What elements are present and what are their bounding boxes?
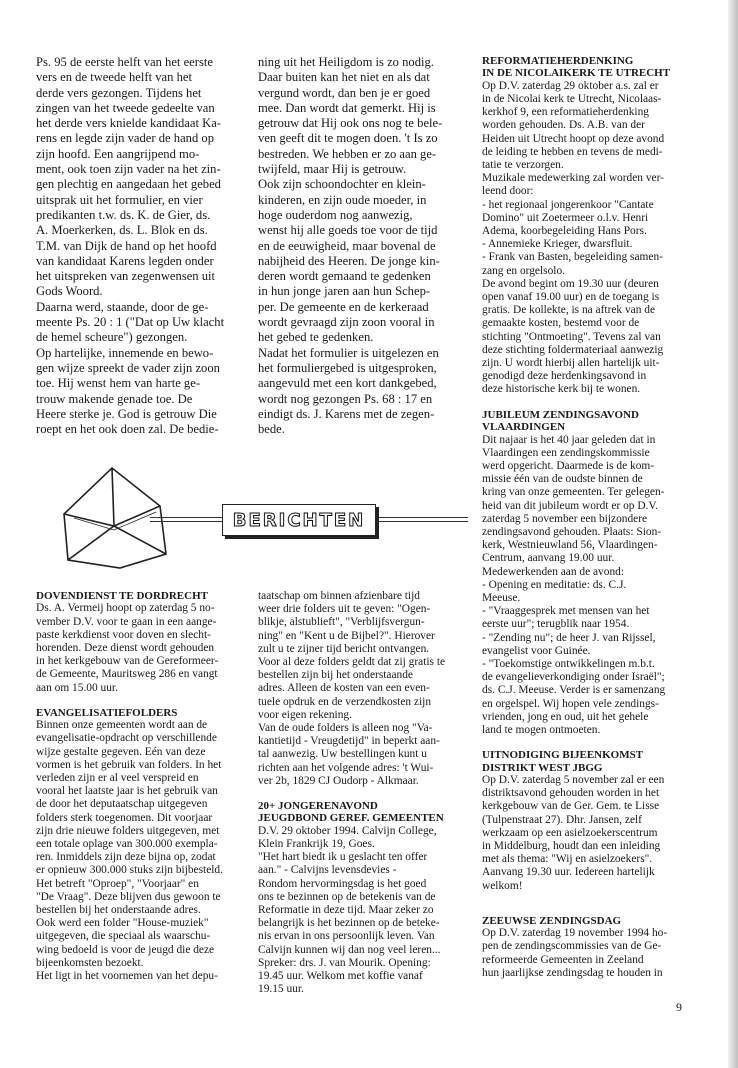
text-line: weer drie folders uit te geven: "Ogen- (258, 603, 431, 616)
heading-uitnodiging-1: UITNODIGING BIJEENKOMST (482, 749, 644, 762)
text-line: twijfeld, maar Hij is getrouw. (258, 162, 407, 177)
text-line: blikje, alstublieft", "Verblijfsvergun- (258, 616, 425, 629)
text-line: werd opgericht. Daarmede is de kom- (482, 459, 655, 472)
column-3 (482, 55, 694, 980)
text-line: Spreker: drs. J. van Mourik. Opening: (258, 956, 431, 969)
text-line: Nadat het formulier is uitgelezen en (258, 345, 439, 360)
text-line: pen de zendingscommissies van de Ge- (482, 940, 662, 953)
text-line: gemaakte kosten, bestemd voor de (482, 317, 640, 330)
text-line: Van de oude folders is alleen nog "Va- (258, 722, 433, 735)
text-line: - Opening en meditatie: ds. C.J. (482, 578, 627, 591)
text-line: wordt nog gezongen Ps. 68 : 17 en (258, 391, 433, 406)
body-jongerenavond (258, 825, 470, 997)
text-line: het gebed te gedenken. (258, 330, 374, 345)
text-line: Voor al deze folders geldt dat zij gratis te (258, 656, 446, 669)
body-uitnodiging (482, 774, 694, 893)
heading-zeeuwse-zendingsdag: ZEEUWSE ZENDINGSDAG (482, 914, 622, 927)
text-line: "Het hart biedt ik u geslacht ten offer (258, 851, 428, 864)
text-line: in de Nicolai kerk te Utrecht, Nicolaas- (482, 93, 662, 106)
text-line: ver 2b, 1829 CJ Oudorp - Alkmaar. (258, 774, 419, 787)
article-continuation-middle (258, 55, 470, 437)
text-line: uitgegeven, die speciaal als waarschu- (36, 930, 211, 943)
text-line: de hemel scheure") gezongen. (36, 330, 188, 345)
heading-jubileum-2: VLAARDINGEN (482, 421, 566, 434)
text-line: ons te bezinnen op de betekenis van de (258, 890, 436, 903)
text-line: Het ligt in het voornemen van het depu- (36, 970, 218, 983)
text-line: hoge ouderdom nog aanwezig, (258, 207, 413, 222)
column-1-bottom (36, 590, 244, 983)
text-line: Adema, koorbegeleiding Hans Pors. (482, 225, 647, 238)
text-line: T.M. van Dijk de hand op het hoofd (36, 238, 217, 253)
text-line: getrouw dat Hij ook ons nog te bele- (258, 116, 443, 131)
heading-uitnodiging-2: DISTRIKT WEST JBGG (482, 761, 603, 774)
text-line: Calvijn kunnen wij dan nog veel leren... (258, 943, 441, 956)
text-line: bestellen bij het onderstaande adres. (36, 904, 201, 917)
text-line: zendingsavond gehouden. Plaats: Sion- (482, 525, 662, 538)
text-line: Meeuse. (482, 591, 521, 604)
text-line: gratis. De kollekte, is na aftrek van de (482, 304, 656, 317)
text-line: (Tulpenstraat 27). Dhr. Jansen, zelf (482, 813, 642, 826)
body-dovendienst (36, 602, 244, 694)
text-line: zijn drie nieuwe folders uitgegeven, met (36, 824, 220, 837)
page-edge-shadow (728, 0, 738, 1068)
text-line: hun jaarlijkse zendingsdag te houden in (482, 966, 663, 979)
text-line: ning" en "Kent u de Bijbel?". Hierover (258, 629, 435, 642)
text-line: vrienden, jong en oud, uit het gehele (482, 710, 649, 723)
text-line: land te mogen ontmoeten. (482, 723, 601, 736)
text-line: de leiding te hebben en tevens de medi- (482, 145, 663, 158)
text-line: kring van onze gemeenten. Ter gelegen- (482, 486, 665, 499)
text-line: nis ervan in ons persoonlijk leven. Van (258, 930, 435, 943)
text-line: evangelisatie-opdracht op verschillende (36, 732, 217, 745)
text-line: vers en de tweede helft van het (36, 70, 192, 85)
text-line: stichting "Ontmoeting". Tevens zal van (482, 330, 661, 343)
text-line: er opnieuw 300.000 stuks zijn bijbesteld. (36, 864, 223, 877)
text-line: nabijheid des Heeren. De jonge kin- (258, 253, 440, 268)
text-line: folders sterk toegenomen. Dit voorjaar (36, 811, 213, 824)
text-line: in het kerkgebouw van de Gereformeer- (36, 655, 219, 668)
column-1-top (36, 55, 244, 437)
text-line: Vlaardingen een zendingskommissie (482, 446, 650, 459)
text-line: met als thema: "Wij en asielzoekers". (482, 853, 653, 866)
article-continuation-left (36, 55, 244, 437)
text-line: Aanvang 19.30 uur. Iedereen hartelijk (482, 866, 655, 879)
text-line: ds. C.J. Meeuse. Verder is er samenzang (482, 684, 666, 697)
text-line: Ook zijn schoondochter en klein- (258, 177, 426, 192)
text-line: bede. (258, 422, 285, 437)
text-line: A. Moerkerken, ds. L. Blok en ds. (36, 223, 208, 238)
text-line: per. De gemeente en de kerkeraad (258, 299, 429, 314)
text-line: Centrum, aanvang 19.00 uur. (482, 552, 615, 565)
text-line: worden gehouden. Ds. A.B. van der (482, 119, 645, 132)
text-line: deze stichting foldermateriaal aanwezig (482, 343, 664, 356)
text-line: open vanaf 19.00 uur) en de toegang is (482, 291, 660, 304)
text-line: Reformatie in deze tijd. Maar zeker zo (258, 904, 434, 917)
text-line: toe. Hij wenst hem van harte ge- (36, 376, 201, 391)
text-line: trouw makende genade toe. De (36, 391, 193, 406)
text-line: verleden zijn er al veel verspreid en (36, 772, 199, 785)
text-line: bestreden. We hebben er zo aan ge- (258, 146, 437, 161)
text-line: zijn. U wordt hierbij allen hartelijk uit- (482, 357, 660, 370)
text-line: gen plechtig en aangedaan het gebed (36, 177, 221, 192)
heading-jubileum-1: JUBILEUM ZENDINGSAVOND (482, 408, 639, 421)
text-line: kerkhof 9, een reformatieherdenking (482, 106, 649, 119)
text-line: derde vers gezongen. Tijdens het (36, 85, 202, 100)
heading-evangelisatiefolders: EVANGELISATIEFOLDERS (36, 706, 178, 719)
text-line: roept en het ook doen zal. De bedie- (36, 422, 219, 437)
text-line: het derde vers knielde kandidaat Ka- (36, 116, 221, 131)
text-line: - het regionaal jongerenkoor "Cantate (482, 198, 654, 211)
text-line: zaterdag 5 november een bijzondere (482, 512, 648, 525)
text-line: genodigd deze herdenkingsavond in (482, 370, 647, 383)
text-line: deze historische kerk bij te wonen. (482, 383, 641, 396)
text-line: kantietijd - Vreugdetijd" in beperkt aan- (258, 735, 440, 748)
text-line: Gods Woord. (36, 284, 103, 299)
text-line: rens en legde zijn vader de hand op (36, 131, 214, 146)
text-line: van kandidaat Karens legden onder (36, 253, 214, 268)
text-line: mee. Dan wordt dat gemerkt. Hij is (258, 100, 436, 115)
page-number: 9 (676, 1000, 682, 1014)
text-line: kerkgebouw van de Ger. Gem. te Lisse (482, 800, 660, 813)
text-line: en orgelspel. Wij hopen vele zendings- (482, 697, 659, 710)
text-line: deren wordt gemaand te gedenken (258, 269, 431, 284)
text-line: ment, ook toen zijn vader na het zin- (36, 162, 221, 177)
text-line: eerste uur"; terugblik naar 1954. (482, 618, 630, 631)
text-line: Op D.V. zaterdag 19 november 1994 ho- (482, 927, 668, 940)
text-line: het formuliergebed is uitgesproken, (258, 360, 437, 375)
text-line: vergund wordt, dan ben je er goed (258, 85, 431, 100)
text-line: meente Ps. 20 : 1 ("Dat op Uw klacht (36, 315, 225, 330)
text-line: wijze gestalte gegeven. Eén van deze (36, 745, 206, 758)
text-line: de evangelieverkondiging onder Israël"; (482, 671, 665, 684)
text-line: richten aan het volgende adres: 't Wui- (258, 761, 434, 774)
text-line: ven geeft dit te mogen doen. 't Is zo (258, 131, 438, 146)
text-line: predikanten t.w. ds. K. de Gier, ds. (36, 207, 211, 222)
text-line: tuele opdruk en de verzendkosten zijn (258, 695, 432, 708)
heading-reformatieherdenking-1: REFORMATIEHERDENKING (482, 55, 634, 67)
text-line: de Gemeente, Mauritsweg 286 en vangt (36, 668, 218, 681)
text-line: - "Toekomstige ontwikkelingen m.b.t. (482, 657, 655, 670)
text-line: Daar buiten kan het niet en als dat (258, 70, 430, 85)
text-line: aangevuld met een kort dankgebed, (258, 376, 437, 391)
text-line: welkom! (482, 879, 523, 892)
text-line: - "Vraaggesprek met mensen van het (482, 605, 650, 618)
text-line: ning uit het Heiligdom is zo nodig. (258, 55, 434, 69)
text-line: aan om 15.00 uur. (36, 681, 118, 694)
column-2-bottom (258, 590, 470, 997)
text-line: Heere sterke je. God is getrouw Die (36, 406, 217, 421)
text-line: vormen is het gebruik van folders. In het (36, 758, 222, 771)
text-line: zang en orgelsolo. (482, 264, 565, 277)
berichten-title-box (222, 504, 376, 536)
text-line: tatie te verzorgen. (482, 159, 564, 172)
text-line: D.V. 29 oktober 1994. Calvijn College, (258, 824, 437, 837)
text-line: Klein Frankrijk 19, Goes. (258, 838, 375, 851)
text-line: wenst hij alle goeds toe voor de tijd (258, 223, 438, 238)
text-line: een totale oplage van 300.000 exempla- (36, 838, 218, 851)
text-line: taatschap om binnen afzienbare tijd (258, 590, 420, 602)
text-line: werkzaam op een asielzoekerscentrum (482, 826, 658, 839)
body-jubileum (482, 434, 694, 738)
body-evangelisatiefolders (36, 719, 244, 983)
text-line: paste kerkdienst voor doven en slecht- (36, 628, 211, 641)
text-line: adres. Alleen de kosten van een even- (258, 682, 430, 695)
text-line: wing bedoeld is voor de jeugd die deze (36, 943, 215, 956)
text-line: 19.15 uur. (258, 983, 304, 996)
text-line: Het betreft "Oproep", "Voorjaar" en (36, 877, 199, 890)
text-line: Ps. 95 de eerste helft van het eerste (36, 55, 213, 69)
text-line: Op hartelijke, innemende en bewo- (36, 345, 214, 360)
text-line: vooral het laatste jaar is het gebruik van (36, 785, 218, 798)
body-folders-continued (258, 590, 470, 788)
text-line: Daarna werd, staande, door de ge- (36, 299, 209, 314)
text-line: Ds. A. Vermeij hoopt op zaterdag 5 no- (36, 602, 215, 615)
text-line: aan." - Calvijns levensdevies - (258, 864, 397, 877)
text-line: de door het deputaatschap uitgegeven (36, 798, 208, 811)
text-line: kinderen, en zijn oude moeder, in (258, 192, 427, 207)
text-line: vember D.V. voor te gaan in een aange- (36, 615, 217, 628)
heading-jongerenavond-2: JEUGDBOND GEREF. GEMEENTEN (258, 812, 444, 825)
text-line: tal aanwezig. Uw bestellingen kunt u (258, 748, 427, 761)
text-line: gen wijze spreekt de vader zijn zoon (36, 360, 220, 375)
text-line: kerk, Westnieuwland 56, Vlaardingen- (482, 539, 658, 552)
text-line: Rondom hervormingsdag is het goed (258, 877, 427, 890)
heading-reformatieherdenking-2: IN DE NICOLAIKERK TE UTRECHT (482, 67, 671, 80)
text-line: Muzikale medewerking zal worden ver- (482, 172, 664, 185)
text-line: Domino" uit Zoetermeer o.l.v. Henri (482, 211, 649, 224)
text-line: eindigt ds. J. Karens met de zegen- (258, 406, 435, 421)
text-line: missie één van de oudste binnen de (482, 473, 643, 486)
column-2-top (258, 55, 470, 437)
text-line: bestellen zijn bij het onderstaande (258, 669, 413, 682)
text-line: - Annemieke Krieger, dwarsfluit. (482, 238, 633, 251)
text-line: en de eeuwigheid, maar bovenal de (258, 238, 436, 253)
text-line: voor eigen rekening. (258, 708, 352, 721)
text-line: De avond begint om 19.30 uur (deuren (482, 277, 659, 290)
text-line: zult u te zijner tijd bericht ontvangen. (258, 642, 430, 655)
text-line: 19.45 uur. Welkom met koffie vanaf (258, 970, 423, 983)
text-line: wordt gevraagd zijn zoon vooral in (258, 315, 435, 330)
text-line: het uitspreken van zegenwensen uit (36, 269, 216, 284)
text-line: distriktsavond gehouden worden in het (482, 787, 660, 800)
heading-dovendienst: DOVENDIENST TE DORDRECHT (36, 590, 208, 602)
text-line: reformeerde Gemeenten in Zeeland (482, 953, 644, 966)
body-zeeuwse-zendingsdag (482, 927, 694, 980)
envelope-icon (64, 468, 166, 568)
text-line: Binnen onze gemeenten wordt aan de (36, 719, 208, 732)
text-line: uitsprak uit het formulier, en vier (36, 192, 203, 207)
text-line: - "Zending nu"; de heer J. van Rijssel, (482, 631, 656, 644)
text-line: horenden. Deze dienst wordt gehouden (36, 642, 215, 655)
text-line: bijeenkomsten bezoekt. (36, 956, 144, 969)
text-line: Medewerkenden aan de avond: (482, 565, 625, 578)
text-line: Op D.V. zaterdag 29 oktober a.s. zal er (482, 79, 659, 92)
heading-jongerenavond-1: 20+ JONGERENAVOND (258, 800, 378, 813)
text-line: in Middelburg, houdt dan een inleiding (482, 840, 661, 852)
text-line: in hun jonge jaren aan hun Schep- (258, 284, 431, 299)
text-line: evangelist voor Guinée. (482, 644, 591, 657)
text-line: ren. Inmiddels zijn deze bijna op, zodat (36, 851, 216, 864)
text-line: Ook werd een folder "House-muziek" (36, 917, 209, 930)
body-reformatieherdenking (482, 80, 694, 397)
text-line: leend door: (482, 185, 534, 198)
text-line: Dit najaar is het 40 jaar geleden dat in (482, 433, 656, 446)
text-line: heid van dit jubileum wordt er op D.V. (482, 499, 659, 512)
text-line: - Frank van Basten, begeleiding samen- (482, 251, 663, 264)
text-line: "De Vraag". Deze blijven dus gewoon te (36, 890, 221, 903)
text-line: Op D.V. zaterdag 5 november zal er een (482, 773, 665, 786)
section-title: BERICHTEN (232, 509, 366, 531)
text-line: zijn hoofd. Een aangrijpend mo- (36, 146, 200, 161)
text-line: belangrijk is het bezinnen op de beteke- (258, 917, 440, 930)
text-line: Heiden uit Utrecht hoopt op deze avond (482, 132, 665, 145)
text-line: zingen van het tweede gedeelte van (36, 100, 215, 115)
